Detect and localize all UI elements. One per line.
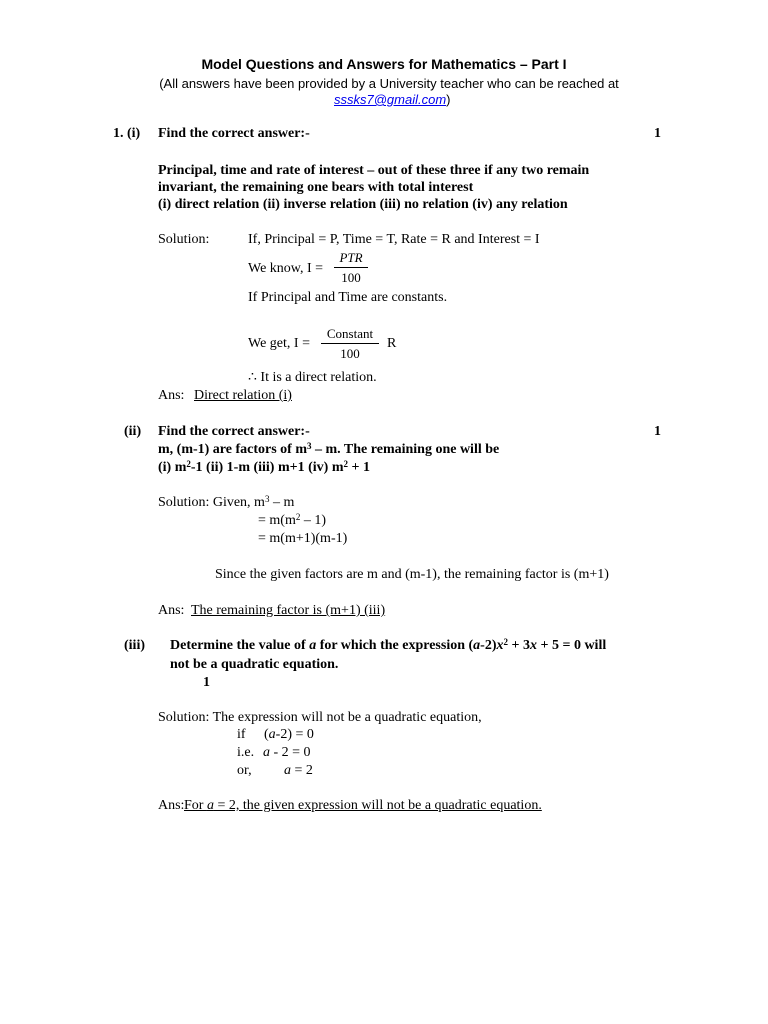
q1-answer-label: Ans: bbox=[158, 388, 185, 403]
q1-question-line2: invariant, the remaining one bears with total interest bbox=[158, 180, 474, 195]
q3-question-line1: Determine the value of a for which the expression $(a-2)x^2 + 3x + 5 = 0$ will bbox=[170, 637, 607, 653]
q1-we-know: We know, I = bbox=[248, 261, 324, 276]
q3-number: (iii) bbox=[124, 638, 145, 653]
q3-answer-label: Ans: bbox=[158, 798, 185, 813]
q2-step2: = m(m+1)(m-1) bbox=[258, 531, 348, 546]
q3-marks: 1 bbox=[203, 675, 210, 690]
q1-solution-line1: If, Principal = P, Time = T, Rate = R and Interest = I bbox=[248, 232, 540, 247]
q1-options: (i) direct relation (ii) inverse relation (iii) no relation (iv) any relation bbox=[158, 197, 568, 212]
fraction-denominator: 100 bbox=[340, 346, 360, 361]
fraction-numerator: PTR bbox=[339, 250, 363, 265]
q2-answer-label: Ans: bbox=[158, 603, 185, 618]
q3-if-expr: (a-2) = 0 bbox=[264, 727, 314, 742]
email-link[interactable]: sssks7@gmail.com bbox=[334, 92, 447, 107]
q1-fraction-constant bbox=[321, 325, 379, 362]
q3-solution: Solution: The expression will not be a quadratic equation, bbox=[158, 710, 482, 725]
q3-answer: For a = 2, the given expression will not be a quadratic equation. bbox=[184, 798, 542, 813]
q1-marks: 1 bbox=[654, 126, 661, 141]
fraction-numerator: Constant bbox=[326, 326, 374, 341]
close-paren: ) bbox=[446, 92, 451, 107]
q2-step1: = $m(m^2 - 1)$ bbox=[258, 512, 327, 528]
q2-heading: Find the correct answer:- bbox=[158, 424, 310, 439]
q2-options: (i) $m^2-1$ (ii) 1-m (iii) m+1 (iv) $m^2 + 1$ bbox=[158, 459, 370, 475]
q1-solution-label: Solution: bbox=[158, 232, 210, 247]
q2-since: Since the given factors are m and (m-1), the remaining factor is (m+1) bbox=[215, 567, 609, 582]
q1-number: 1. (i) bbox=[113, 126, 141, 141]
q1-heading: Find the correct answer:- bbox=[158, 126, 310, 141]
q1-solution-line3: If Principal and Time are constants. bbox=[248, 290, 448, 305]
q2-marks: 1 bbox=[654, 424, 661, 439]
q3-or-expr: a = 2 bbox=[284, 763, 313, 778]
q1-question-line1: Principal, time and rate of interest – out of these three if any two remain bbox=[158, 163, 590, 178]
q1-fraction-after: R bbox=[387, 336, 397, 351]
q3-ie-expr: a - 2 = 0 bbox=[263, 745, 311, 760]
q1-therefore: ∴ It is a direct relation. bbox=[248, 370, 377, 385]
q1-answer: Direct relation (i) bbox=[194, 388, 292, 403]
document-subtitle: (All answers have been provided by a University teacher who can be reached at bbox=[159, 76, 619, 91]
fraction-bar bbox=[321, 343, 379, 344]
q3-question-line2: not be a quadratic equation. bbox=[170, 657, 339, 672]
fraction-denominator: 100 bbox=[341, 270, 361, 285]
q2-solution: Solution: Given, $m^3$ – m bbox=[158, 494, 295, 510]
q2-number: (ii) bbox=[124, 424, 142, 439]
q3-or-label: or, bbox=[237, 763, 252, 778]
fraction-bar bbox=[334, 267, 368, 268]
q3-if-label: if bbox=[237, 727, 246, 742]
q2-question-line1: m, (m-1) are factors of $m^3$ – m. The remaining one will be bbox=[158, 441, 500, 457]
q1-fraction-ptr bbox=[334, 249, 368, 286]
document-title: Model Questions and Answers for Mathematics – Part I bbox=[201, 56, 567, 72]
q2-answer: The remaining factor is (m+1) (iii) bbox=[191, 603, 386, 618]
contact-line bbox=[334, 92, 451, 108]
q3-ie-label: i.e. bbox=[237, 745, 255, 760]
q1-we-get: We get, I = bbox=[248, 336, 310, 351]
